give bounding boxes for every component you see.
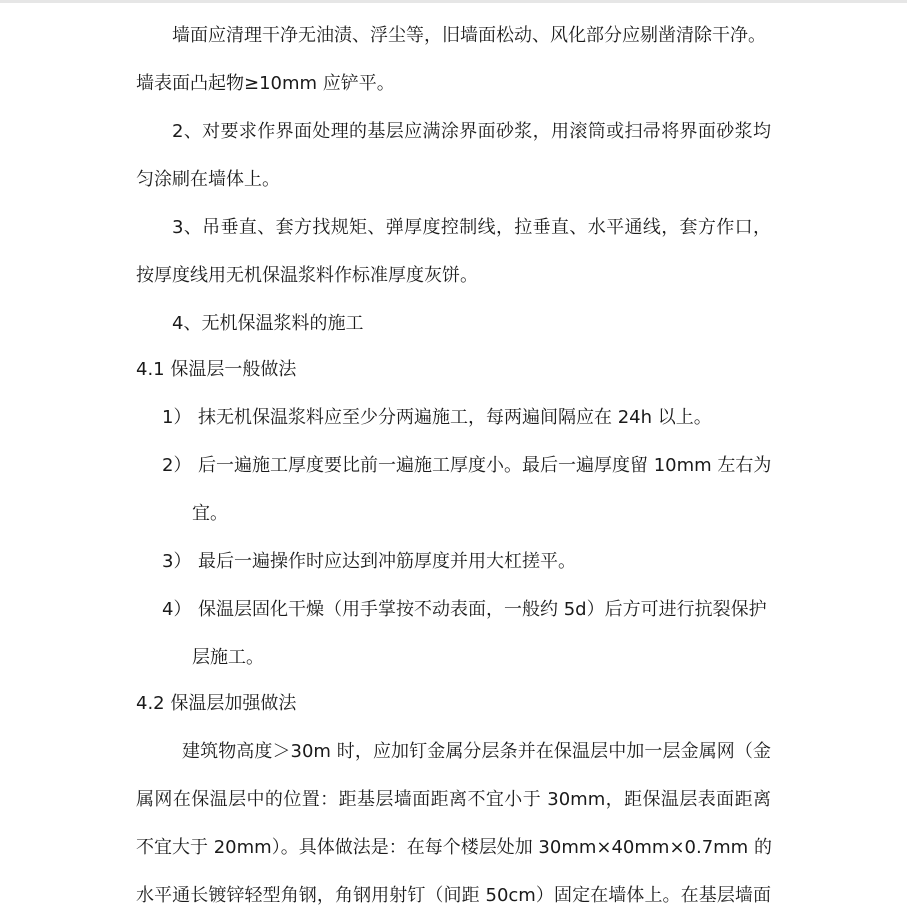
list-item	[162, 598, 767, 622]
paragraph-line: 3、吊垂直、套方找规矩、弹厚度控制线，拉垂直、水平通线，套方作口，	[172, 217, 771, 238]
paragraph-line: 2、对要求作界面处理的基层应满涂界面砂浆，用滚筒或扫帚将界面砂浆均	[172, 121, 771, 142]
paragraph-line: 属网在保温层中的位置：距基层墙面距离不宜小于 30mm，距保温层表面距离	[136, 789, 771, 810]
subsection-heading: 4.2 保温层加强做法	[136, 693, 297, 714]
list-item-text: 保温层固化干燥（用手掌按不动表面，一般约 5d）后方可进行抗裂保护	[198, 599, 767, 620]
paragraph-line: 建筑物高度＞30m 时，应加钉金属分层条并在保温层中加一层金属网（金	[182, 741, 771, 762]
paragraph-line: 墙表面凸起物≥10mm 应铲平。	[136, 73, 395, 94]
paragraph-line: 不宜大于 20mm）。具体做法是：在每个楼层处加 30mm×40mm×0.7mm 的	[136, 837, 772, 858]
list-number: 3）	[162, 551, 192, 572]
list-number: 4）	[162, 599, 192, 620]
paragraph-line: 按厚度线用无机保温浆料作标准厚度灰饼。	[136, 265, 478, 286]
list-item-text: 抹无机保温浆料应至少分两遍施工，每两遍间隔应在 24h 以上。	[198, 407, 712, 428]
list-item	[162, 550, 576, 574]
list-number: 1）	[162, 407, 192, 428]
list-item-text: 后一遍施工厚度要比前一遍施工厚度小。最后一遍厚度留 10mm 左右为	[198, 455, 772, 476]
list-item	[162, 454, 771, 478]
subsection-heading: 4.1 保温层一般做法	[136, 359, 297, 380]
paragraph-line: 墙面应清理干净无油渍、浮尘等，旧墙面松动、风化部分应剔凿清除干净。	[172, 25, 766, 46]
list-item-continuation: 宜。	[192, 503, 228, 524]
list-item	[162, 406, 712, 430]
paragraph-line: 水平通长镀锌轻型角钢，角钢用射钉（间距 50cm）固定在墙体上。在基层墙面	[136, 885, 771, 906]
list-item-text: 最后一遍操作时应达到冲筋厚度并用大杠搓平。	[198, 551, 576, 572]
list-item-continuation: 层施工。	[192, 647, 264, 668]
paragraph-line: 匀涂刷在墙体上。	[136, 169, 280, 190]
list-number: 2）	[162, 455, 192, 476]
section-heading: 4、无机保温浆料的施工	[172, 313, 364, 334]
